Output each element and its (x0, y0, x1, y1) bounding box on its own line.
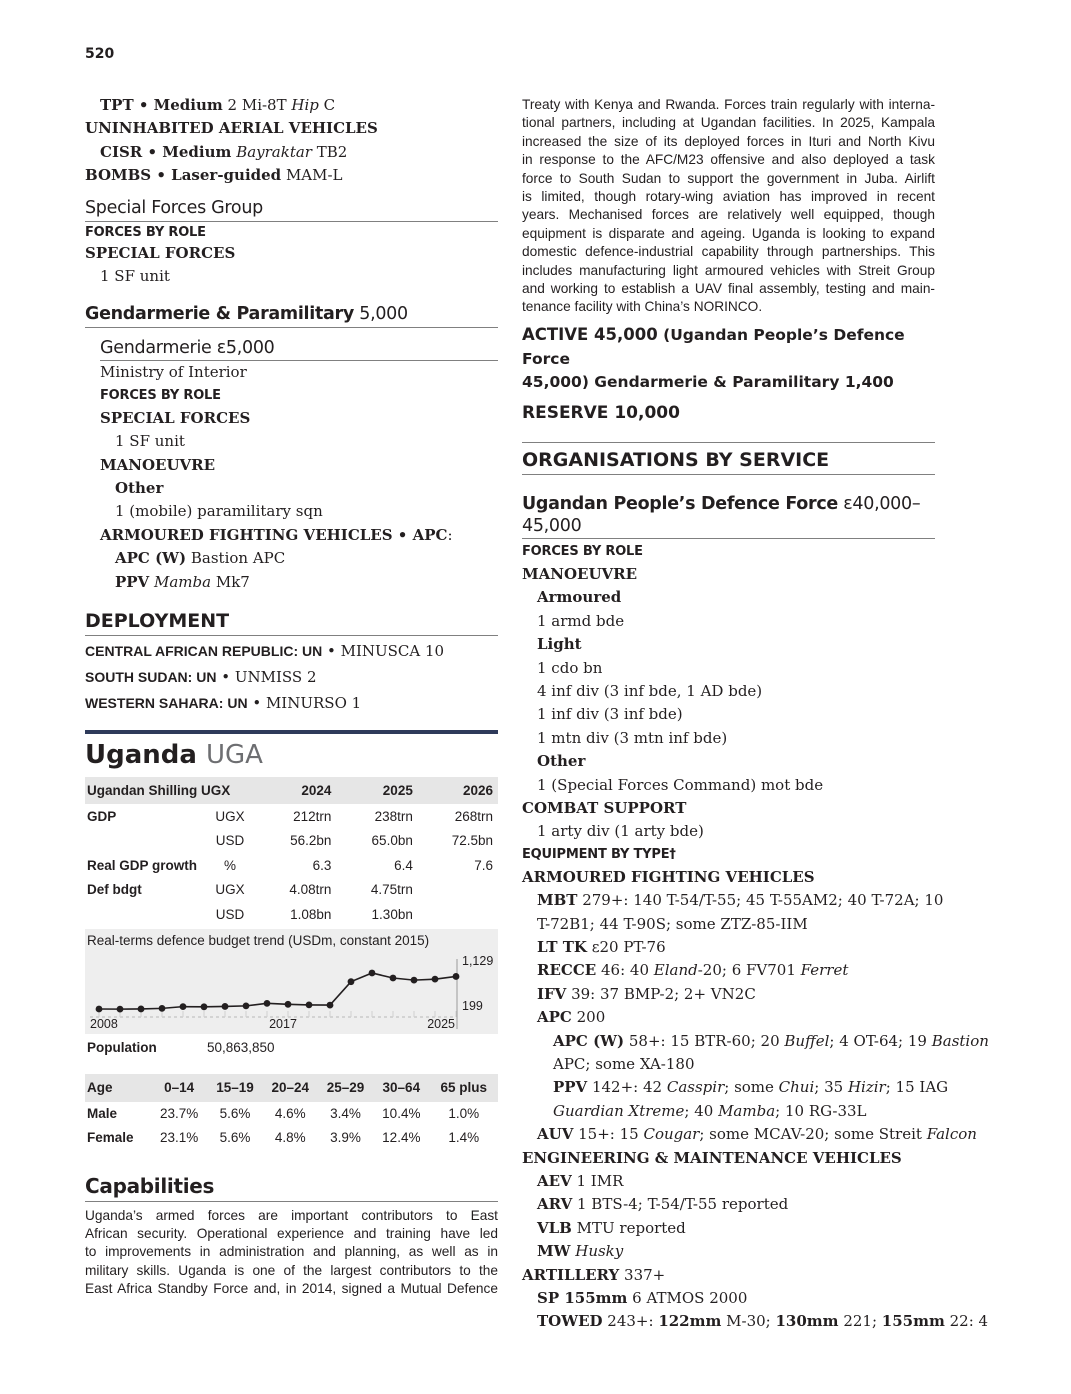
sf-unit-line: 1 SF unit (100, 267, 170, 286)
line-part: ARV (537, 1195, 573, 1214)
data-point (285, 1001, 292, 1008)
active-detail: (Ugandan People’s Defence Force (522, 325, 905, 368)
line-part: SP 155mm (537, 1289, 628, 1308)
y-tick-label-min: 199 (462, 998, 483, 1013)
line-part: 6 ATMOS 2000 (627, 1289, 748, 1308)
updf-line (522, 1170, 935, 1193)
updf-line (522, 844, 935, 866)
economy-cell: 2026 (418, 777, 498, 804)
line-part: IFV (537, 984, 567, 1003)
line-part: ; 10 RG-33L (775, 1101, 867, 1120)
deployment-country: CENTRAL AFRICAN REPUBLIC: UN (85, 643, 323, 660)
line-part: MANOEUVRE (522, 564, 638, 583)
trend-chart-svg (85, 929, 498, 1034)
economy-cell: UGX (215, 882, 245, 898)
line-part: APC (537, 1008, 572, 1027)
section-title: Capabilities (85, 1173, 215, 1198)
updf-line (522, 1193, 935, 1216)
ppv-italic: Mamba (153, 572, 212, 591)
equipment-line (85, 117, 498, 140)
updf-line (522, 1264, 935, 1287)
paragraph-line: in response to the AFC/M23 offensive and also deployed a task (522, 152, 935, 168)
updf-line (522, 633, 935, 656)
deployment-list (85, 638, 498, 716)
updf-line (522, 1006, 935, 1029)
age-row (85, 1102, 498, 1126)
data-point (201, 1003, 208, 1010)
age-cell: 23.1% (160, 1130, 199, 1146)
age-cell: 4.6% (274, 1106, 306, 1122)
updf-line (522, 1100, 935, 1123)
line-part: 1 arty div (1 arty bde) (537, 822, 704, 841)
economy-cell (85, 829, 205, 854)
line-part: 200 (571, 1008, 606, 1027)
data-point (180, 1003, 187, 1010)
updf-line (522, 1030, 989, 1053)
age-cell: 65 plus (429, 1074, 498, 1102)
paragraph-line: East Africa Standby Force and, in 2014, signed a Mutual Defence (85, 1281, 498, 1297)
line-part: VLB (537, 1218, 572, 1237)
economy-cell (418, 878, 498, 903)
line-part: Casspir (666, 1078, 725, 1097)
economy-cell (85, 902, 205, 927)
age-cell: 5.6% (219, 1130, 251, 1146)
active-personnel-2: 45,000) Gendarmerie & Paramilitary 1,400 (522, 372, 894, 391)
age-cell: Male (87, 1106, 118, 1122)
data-point (306, 1001, 313, 1008)
population-value: 50,863,850 (207, 1039, 275, 1055)
age-cell: 12.4% (382, 1130, 421, 1146)
section-organisations: ORGANISATIONS BY SERVICE (522, 447, 935, 475)
y-tick-label-max: 1,129 (462, 953, 494, 968)
apcw-line (100, 547, 498, 570)
line-part: Falcon (926, 1125, 977, 1144)
line-part: MBT (537, 891, 578, 910)
updf-line (522, 727, 935, 750)
line-part: Armoured (537, 588, 622, 607)
line-part: T-72B1; 44 T-90S; some ZTZ-85-IIM (537, 914, 808, 933)
line-part: 1 BTS-4; T-54/T-55 reported (572, 1195, 789, 1214)
economy-cell: USD (215, 833, 245, 849)
economy-cell: Real GDP growth (87, 857, 198, 873)
paragraph-line: increased the size of its deployed forces in Ituri and North Kivu (522, 133, 935, 149)
country-heading (85, 737, 498, 773)
updf-line (522, 866, 935, 889)
economy-cell: Def bdgt (87, 882, 142, 898)
ministry-line: Ministry of Interior (100, 363, 247, 382)
line-part: 1 inf div (3 inf bde) (537, 705, 683, 724)
updf-line (522, 1310, 989, 1333)
age-cell: 3.4% (330, 1106, 361, 1122)
line-part: AEV (537, 1172, 572, 1191)
age-cell: 5.6% (219, 1106, 251, 1122)
active-personnel (522, 323, 935, 371)
economy-header-row (85, 777, 498, 804)
paragraph-line: equipment is disparate and ageing. Uganda is looking to expand (522, 225, 935, 241)
data-point (222, 1003, 229, 1010)
apcw-label: APC (W) (115, 549, 187, 568)
line-part: COMBAT SUPPORT (522, 798, 687, 817)
line-part: Chui (778, 1078, 815, 1097)
equipment-line (85, 164, 498, 187)
line-part: ; 4 OT-64; 19 (829, 1031, 932, 1050)
ppv-label: PPV (115, 572, 150, 591)
line-part: Bayraktar (236, 142, 312, 161)
age-cell: 25–29 (318, 1074, 373, 1102)
age-cell: 20–24 (263, 1074, 318, 1102)
updf-line (522, 1076, 949, 1099)
active-label: ACTIVE 45,000 (522, 324, 658, 344)
x-tick-label: 2017 (269, 1016, 297, 1031)
deployment-item (85, 638, 498, 664)
paragraph-line: is limited, though rotary-wing aviation has improved in recent (522, 189, 935, 205)
deployment-mission: • UNMISS 2 (216, 668, 317, 687)
economy-row (85, 829, 498, 854)
line-part: Hip (291, 96, 319, 114)
line-part: 1 (Special Forces Command) mot bde (537, 775, 824, 794)
line-part: 4 inf div (3 inf bde, 1 AD bde) (537, 681, 763, 700)
line-part: UNINHABITED AERIAL VEHICLES (85, 119, 378, 138)
economy-cell: 56.2bn (290, 833, 332, 849)
data-point (453, 973, 460, 980)
country-code: UGA (206, 740, 263, 771)
economy-cell: 4.75trn (370, 882, 413, 898)
line-part: AUV (537, 1125, 574, 1144)
updf-line (522, 959, 935, 982)
updf-line (522, 820, 935, 843)
line-part: Other (537, 752, 586, 771)
paragraph-line: tional partners, including at Ugandan facilities. In 2025, Kampala (522, 115, 935, 131)
line-part: Hizir (847, 1078, 886, 1097)
line-part: Light (537, 635, 582, 654)
data-point (138, 1005, 145, 1012)
population-row (85, 1034, 498, 1062)
paragraph-line: African security. Operational experience and training have led (85, 1226, 498, 1241)
section-capabilities (85, 1172, 498, 1202)
age-cell: 0–14 (151, 1074, 207, 1102)
updf-line (522, 774, 935, 797)
updf-line (522, 750, 935, 773)
line-part: Bastion (931, 1031, 989, 1050)
line-part: -20; 6 FV701 (697, 961, 801, 980)
line-part: 58+: 15 BTR-60; 20 (624, 1031, 785, 1050)
data-point (264, 1000, 271, 1007)
capabilities-paragraph (85, 1207, 498, 1299)
line-part: Buffel (784, 1031, 830, 1050)
line-part: Mamba (718, 1101, 776, 1120)
economy-cell: 65.0bn (371, 833, 413, 849)
manoeuvre-label: MANOEUVRE (100, 455, 216, 474)
economy-cell: % (223, 857, 236, 873)
economy-cell: 4.08trn (289, 882, 332, 898)
economy-cell: 6.4 (394, 857, 413, 873)
paragraph-line: military skills. Uganda is one of the largest contributors to the (85, 1262, 498, 1278)
forces-by-role-label: FORCES BY ROLE (100, 387, 221, 403)
age-cell: Female (87, 1130, 134, 1146)
economy-row (85, 878, 498, 903)
section-deployment: DEPLOYMENT (85, 608, 498, 636)
ppv-line (100, 571, 498, 594)
paragraph-line: includes manufacturing light armoured vehicles with Streit Group (522, 262, 935, 278)
afv-label: ARMOURED FIGHTING VEHICLES • APC (100, 525, 448, 544)
line-part: 155mm (881, 1312, 945, 1331)
line-part: 22: 4 (944, 1312, 989, 1331)
line-part: 221; (838, 1312, 882, 1331)
line-part: APC; some XA-180 (553, 1055, 695, 1073)
section-title: Gendarmerie & Paramilitary (85, 304, 354, 325)
age-row (85, 1126, 498, 1150)
updf-line (522, 1287, 935, 1310)
deployment-item (85, 690, 498, 716)
line-part: ENGINEERING & MAINTENANCE VEHICLES (522, 1148, 902, 1167)
line-part: PPV (553, 1078, 588, 1097)
line-part: TB2 (311, 142, 348, 161)
line-part: ; 35 (814, 1078, 848, 1097)
paragraph-line: Treaty with Kenya and Rwanda. Forces train regularly with interna- (522, 97, 935, 112)
line-part: ; some MCAV-20; some Streit (699, 1125, 927, 1144)
age-cell: 30–64 (373, 1074, 429, 1102)
section-title: Ugandan People’s Defence Force (522, 493, 838, 514)
economy-row (85, 804, 498, 829)
equipment-line (85, 94, 498, 117)
special-forces-label: SPECIAL FORCES (85, 243, 236, 262)
updf-line (522, 936, 935, 959)
chart-title: Real-terms defence budget trend (USDm, constant 2015) (87, 932, 430, 948)
line-part: FORCES BY ROLE (522, 543, 643, 559)
age-cell: 23.7% (160, 1106, 199, 1122)
capabilities-paragraph-continued (522, 96, 935, 317)
reserve-personnel: RESERVE 10,000 (522, 402, 680, 423)
section-special-forces-group (85, 196, 498, 222)
aircraft-list (85, 94, 498, 188)
age-cell: 1.0% (448, 1106, 480, 1122)
deployment-country: SOUTH SUDAN: UN (85, 669, 217, 686)
age-cell: 10.4% (382, 1106, 421, 1122)
right-column (522, 94, 989, 1334)
line-part: ARTILLERY (522, 1265, 620, 1284)
data-point (348, 978, 355, 985)
line-part: 1 mtn div (3 mtn inf bde) (537, 728, 728, 747)
data-point (159, 1005, 166, 1012)
age-table (85, 1074, 498, 1150)
updf-line (522, 889, 944, 912)
updf-line (522, 1053, 935, 1076)
line-part: 1 cdo bn (537, 658, 603, 677)
series-line (99, 973, 456, 1009)
paragraph-line: years. Mechanised forces are relatively well equipped, though (522, 207, 935, 223)
line-part: C (318, 96, 336, 114)
line-part: ; some (724, 1078, 779, 1097)
line-part: MAM-L (281, 166, 343, 185)
age-cell: 1.4% (448, 1130, 480, 1146)
economy-cell: 7.6 (474, 857, 493, 873)
updf-line (522, 1240, 935, 1263)
data-point (369, 969, 376, 976)
economy-cell (418, 902, 498, 927)
data-point (96, 1005, 103, 1012)
updf-line (522, 541, 935, 563)
deployment-item (85, 664, 498, 690)
updf-line (522, 680, 935, 703)
line-part: 1 armd bde (537, 611, 625, 630)
special-forces-label: SPECIAL FORCES (100, 408, 251, 427)
x-tick-label: 2025 (427, 1016, 455, 1031)
economy-row (85, 853, 498, 878)
paragraph-line: and working to establish a UAV final assembly, testing and main- (522, 281, 935, 297)
mobile-sqn-line: 1 (mobile) paramilitary sqn (115, 502, 323, 521)
economy-cell: 238trn (374, 808, 413, 824)
paragraph-line: Uganda’s armed forces are important contributors to East (85, 1207, 498, 1223)
age-cell: Age (85, 1074, 151, 1102)
economy-row (85, 902, 498, 927)
page-number: 520 (85, 46, 115, 62)
divider (522, 442, 935, 443)
updf-line (522, 1147, 935, 1170)
line-part: 130mm (775, 1312, 839, 1331)
line-part: 46: 40 (596, 961, 654, 980)
economy-cell: 6.3 (312, 857, 332, 873)
afv-line (100, 524, 498, 547)
subsection-value: ε5,000 (211, 338, 275, 359)
line-part: ARMOURED FIGHTING VEHICLES (522, 867, 815, 886)
paragraph-line: force to South Sudan to support the government in Juba. Airlift (522, 170, 935, 186)
age-cell: 3.9% (330, 1130, 361, 1146)
line-part: MW (537, 1242, 571, 1261)
paragraph-line: tenance facility with China’s NORINCO. (522, 299, 763, 315)
line-part: EQUIPMENT BY TYPE† (522, 846, 676, 862)
data-point (411, 976, 418, 983)
line-part: CISR • Medium (100, 142, 232, 161)
apcw-value: Bastion APC (186, 549, 286, 568)
economy-cell: 2024 (255, 777, 336, 804)
line-part: 279+: 140 T-54/T-55; 45 T-55AM2; 40 T-72A; 10 (577, 891, 944, 910)
economy-cell: 268trn (454, 808, 493, 824)
defence-budget-trend-chart (85, 929, 498, 1034)
updf-line (522, 703, 935, 726)
line-part: 122mm (658, 1312, 722, 1331)
economy-cell: 72.5bn (451, 833, 493, 849)
deployment-country: WESTERN SAHARA: UN (85, 695, 248, 712)
line-part: M-30; (721, 1312, 776, 1331)
updf-line (522, 1123, 977, 1146)
section-updf (522, 493, 935, 539)
updf-line (522, 563, 935, 586)
data-point (432, 975, 439, 982)
economy-table (85, 777, 498, 927)
deployment-mission: • MINUSCA 10 (322, 642, 445, 661)
population-label: Population (87, 1039, 157, 1055)
gendarmerie-block (85, 336, 498, 594)
updf-line (522, 797, 935, 820)
line-part: Husky (575, 1242, 624, 1261)
updf-line (522, 913, 935, 936)
line-part: 337+ (619, 1265, 666, 1284)
line-part: MTU reported (571, 1218, 686, 1237)
line-part: RECCE (537, 961, 597, 980)
other-label: Other (115, 479, 164, 498)
updf-line (522, 1217, 935, 1240)
line-part: TOWED (537, 1312, 603, 1331)
subsection-title: Gendarmerie (100, 338, 212, 359)
economy-cell: 1.30bn (371, 906, 413, 922)
data-point (327, 1001, 334, 1008)
line-part: ; 40 (684, 1101, 719, 1120)
section-title: Special Forces Group (85, 197, 263, 218)
sf-unit-line: 1 SF unit (115, 432, 185, 451)
line-part: ε20 PT-76 (586, 937, 666, 956)
economy-cell: 2025 (336, 777, 417, 804)
line-part: 15+: 15 (573, 1125, 644, 1144)
age-header-row (85, 1074, 498, 1102)
data-point (390, 974, 397, 981)
updf-list (522, 541, 989, 1334)
economy-cell: USD (215, 906, 245, 922)
line-part: ; 15 IAG (885, 1078, 949, 1097)
age-cell: 4.8% (274, 1130, 306, 1146)
subsection-gendarmerie (100, 336, 498, 361)
economy-cell: UGX (215, 808, 245, 824)
data-point (243, 1002, 250, 1009)
age-cell: 15–19 (207, 1074, 262, 1102)
line-part: Eland (653, 961, 698, 980)
updf-line (522, 983, 935, 1006)
updf-line (522, 586, 935, 609)
line-part: LT TK (537, 937, 587, 956)
line-part: APC (W) (553, 1031, 625, 1050)
section-value: ε40,000– (837, 493, 921, 514)
country-divider (85, 730, 498, 734)
country-name: Uganda (85, 740, 197, 771)
line-part: BOMBS • Laser-guided (85, 166, 282, 185)
economy-cell: GDP (87, 808, 117, 824)
forces-by-role-label: FORCES BY ROLE (85, 224, 206, 240)
economy-cell: 212trn (293, 808, 332, 824)
economy-cell: Ugandan Shilling UGX (85, 777, 255, 804)
line-part: 2 Mi-8T (222, 96, 292, 114)
data-point (117, 1005, 124, 1012)
x-tick-label: 2008 (90, 1016, 118, 1031)
line-part: 243+: (602, 1312, 659, 1331)
section-value: 5,000 (353, 304, 408, 325)
line-part: 1 IMR (571, 1172, 624, 1191)
deployment-mission: • MINURSO 1 (247, 694, 362, 713)
left-column (85, 94, 498, 1299)
ppv-value: Mk7 (211, 572, 250, 591)
line-part: TPT • Medium (100, 96, 223, 114)
section-value-cont: 45,000 (522, 515, 582, 536)
line-part: Cougar (643, 1125, 700, 1144)
line-part: 142+: 42 (587, 1078, 667, 1097)
updf-line (522, 657, 935, 680)
line-part: Ferret (800, 961, 849, 980)
economy-cell: 1.08bn (290, 906, 332, 922)
afv-colon: : (447, 525, 453, 544)
equipment-line (85, 141, 498, 164)
paragraph-line: domestic defence-industrial capability through partnerships. This (522, 244, 935, 260)
section-gendarmerie-paramilitary (85, 302, 498, 328)
paragraph-line: to improvements in administration and planning, as well as in (85, 1244, 498, 1260)
line-part: 39: 37 BMP-2; 2+ VN2C (566, 984, 756, 1003)
updf-line (522, 610, 935, 633)
line-part: Guardian Xtreme (553, 1101, 685, 1120)
